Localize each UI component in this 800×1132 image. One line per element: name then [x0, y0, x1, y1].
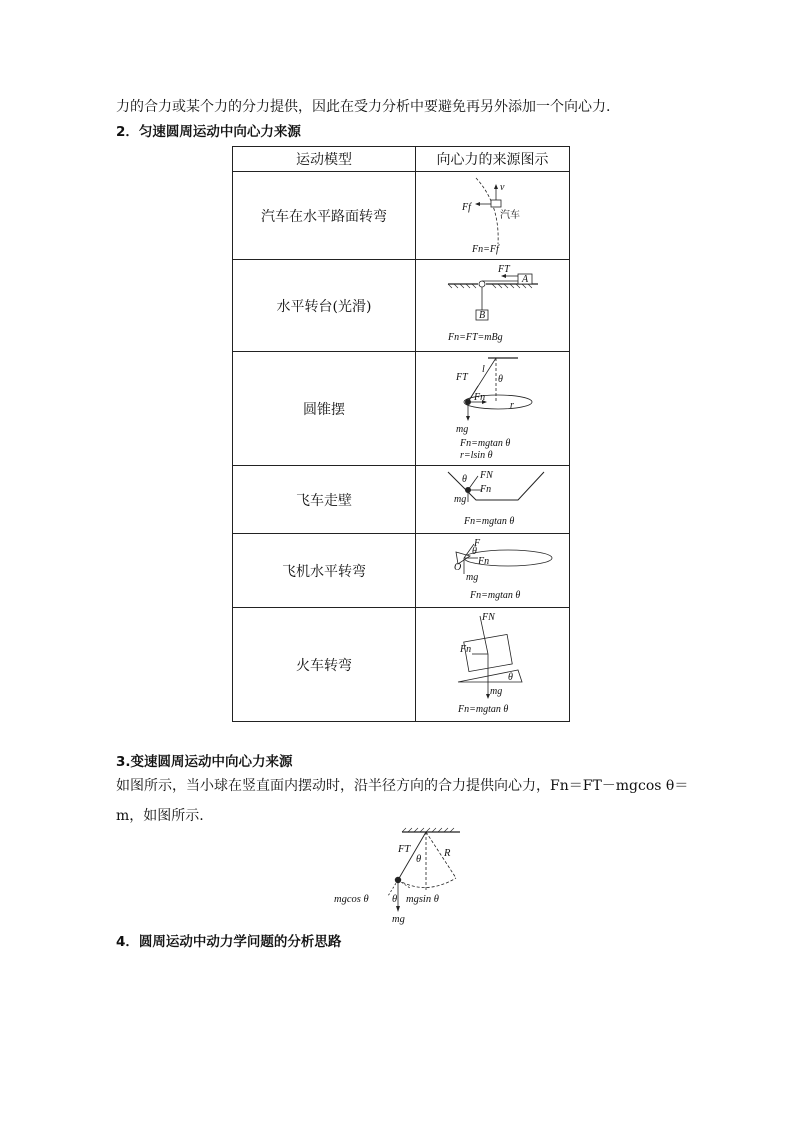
label-r: r [509, 399, 514, 411]
label-fn-normal: FN [479, 469, 493, 481]
label-fn: Fn [479, 483, 491, 495]
diagram-train-turning [416, 608, 570, 722]
label-fn: Fn [473, 391, 485, 403]
diagram-turntable [416, 260, 570, 352]
label-mgcos: mgcos θ [334, 894, 369, 905]
label-ff: Ff [461, 201, 471, 213]
section-3-title: 3.变速圆周运动中向心力来源 [116, 754, 293, 770]
label-mgsin: mgsin θ [406, 894, 439, 905]
eq-conical-2: r=lsin θ [459, 449, 492, 461]
eq-wall: Fn=mgtan θ [463, 515, 514, 527]
label-o: O [453, 561, 461, 573]
label-ft: FT [497, 263, 510, 275]
model-airplane-turning: 飞机水平转弯 [233, 534, 416, 608]
eq-airplane: Fn=mgtan θ [469, 589, 520, 601]
label-theta: θ [471, 545, 477, 557]
intro-line: 力的合力或某个力的分力提供，因此在受力分析中要避免再另外添加一个向心力. [116, 99, 611, 115]
label-v: v [499, 181, 504, 193]
centripetal-source-table [232, 146, 570, 722]
header-diagram: 向心力的来源图示 [416, 147, 570, 172]
diagram-wall-riding [416, 466, 570, 534]
label-fn: Fn [477, 555, 489, 567]
label-a: A [521, 273, 528, 285]
model-turntable: 水平转台(光滑) [233, 260, 416, 352]
label-mg: mg [489, 685, 502, 697]
diagram-airplane-turning [416, 534, 570, 608]
label-ft: FT [455, 371, 468, 383]
section-4-title: 4．圆周运动中动力学问题的分析思路 [116, 934, 342, 950]
header-model: 运动模型 [233, 147, 416, 172]
label-r: R [444, 848, 451, 859]
eq-conical-1: Fn=mgtan θ [459, 437, 510, 449]
eq-turntable: Fn=FT=mBg [447, 331, 503, 343]
table-header-row [233, 147, 570, 172]
table-row [233, 172, 570, 260]
label-l: l [481, 363, 485, 375]
label-mg: mg [465, 571, 478, 583]
label-theta-2: θ [392, 894, 398, 905]
label-mg: mg [453, 493, 466, 505]
label-mg: mg [392, 914, 405, 925]
model-train-turning: 火车转弯 [233, 608, 416, 722]
diagram-car-turning [416, 172, 570, 260]
diagram-conical-pendulum [416, 352, 570, 466]
pendulum-figure [330, 826, 480, 926]
model-wall-riding: 飞车走壁 [233, 466, 416, 534]
eq-car: Fn=Ff [471, 243, 499, 255]
table-row [233, 352, 570, 466]
label-theta: θ [497, 373, 503, 385]
label-theta: θ [461, 473, 467, 485]
label-fn: Fn [459, 643, 471, 655]
table-row [233, 608, 570, 722]
eq-train: Fn=mgtan θ [457, 703, 508, 715]
label-car: 汽车 [499, 209, 520, 221]
label-f: F [473, 537, 480, 549]
label-theta: θ [416, 854, 422, 865]
table-row [233, 466, 570, 534]
section-3-line-2: m，如图所示. [116, 808, 204, 824]
label-theta: θ [507, 671, 513, 683]
label-mg: mg [455, 423, 468, 435]
model-conical-pendulum: 圆锥摆 [233, 352, 416, 466]
table-row [233, 260, 570, 352]
section-2-title: 2．匀速圆周运动中向心力来源 [116, 124, 301, 140]
model-car-turning: 汽车在水平路面转弯 [233, 172, 416, 260]
table-row [233, 534, 570, 608]
label-fn-normal: FN [481, 611, 495, 623]
label-b: B [478, 309, 485, 321]
section-3-line-1: 如图所示，当小球在竖直面内摆动时，沿半径方向的合力提供向心力，Fn＝FT－mgcos θ＝ [116, 778, 689, 794]
label-ft: FT [398, 844, 411, 855]
